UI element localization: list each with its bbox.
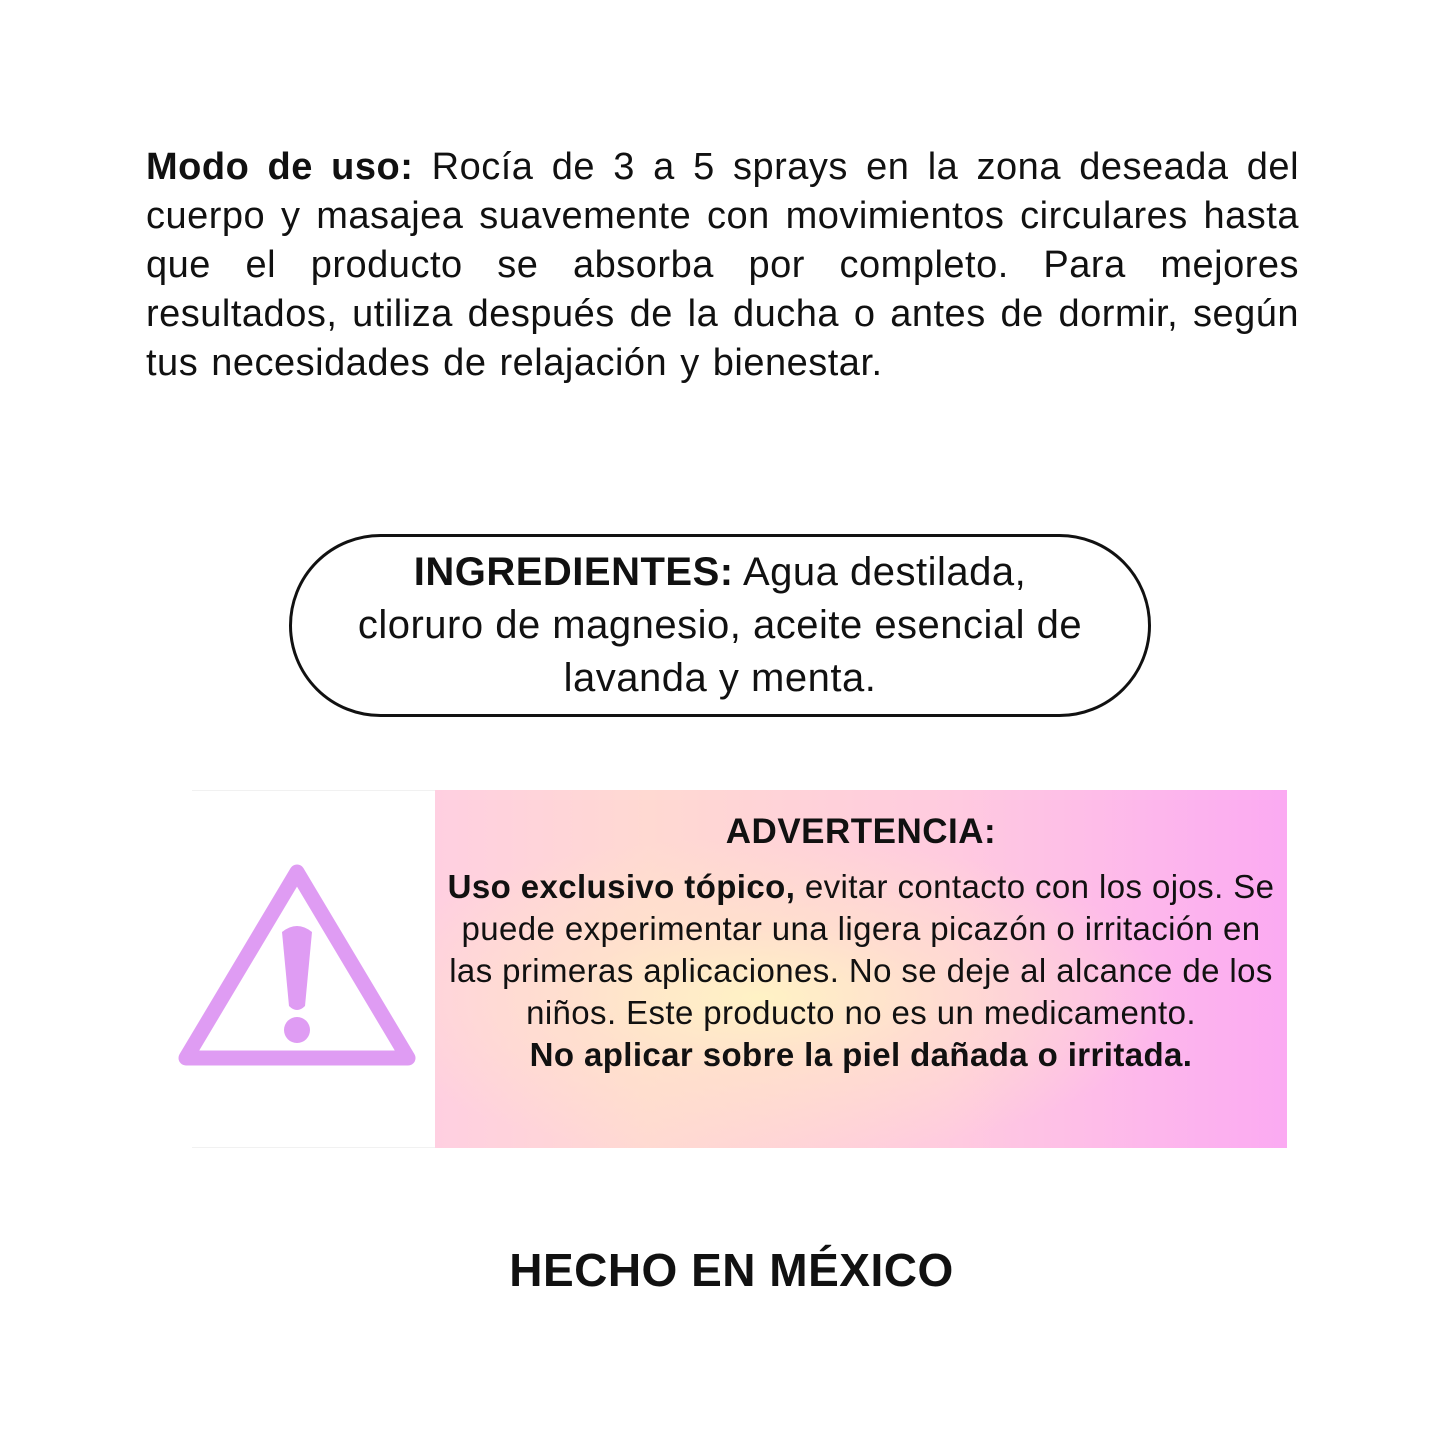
usage-instructions (146, 143, 1299, 388)
ingredients-label: INGREDIENTES: (413, 550, 734, 594)
ingredients-pill (289, 534, 1151, 717)
warning-box (435, 790, 1287, 1148)
warning-body (435, 866, 1287, 1076)
warning-title: ADVERTENCIA: (725, 812, 997, 851)
warning-bold-outro: No aplicar sobre la piel dañada o irritada. (529, 1036, 1193, 1073)
ingredients-content (352, 546, 1088, 705)
usage-label: Modo de uso: (146, 146, 414, 188)
usage-text: Rocía de 3 a 5 sprays en la zona deseada del cuerpo y masajea suavemente con movimientos circulares hasta que el producto se absorba por completo. Para mejores resultados, utiliza después de la ducha o antes de dormir, según tus necesidades de relajación y bienestar. (146, 146, 1300, 384)
warning-bold-intro: Uso exclusivo tópico, (447, 868, 796, 905)
made-in-label: HECHO EN MÉXICO (509, 1244, 954, 1296)
warning-text: evitar contacto con los ojos. Se puede experimentar una ligera picazón o irritación en las primeras aplicaciones. No se deje al alcance de los niños. Este producto no es un medicamento. (449, 868, 1275, 1031)
warning-triangle-icon (176, 860, 418, 1075)
ingredients-text: Agua destilada, cloruro de magnesio, aceite esencial de lavanda y menta. (357, 550, 1083, 700)
